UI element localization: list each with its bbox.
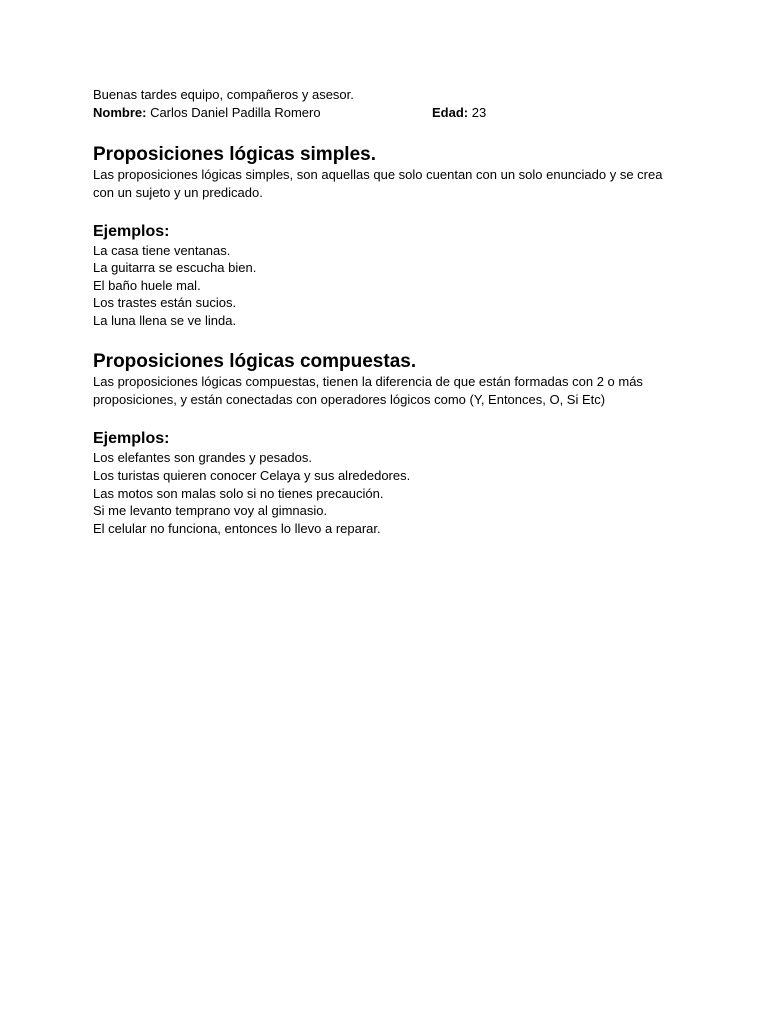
example-item: La guitarra se escucha bien. <box>93 260 257 276</box>
name-label: Nombre: <box>93 104 147 120</box>
example-item: Si me levanto temprano voy al gimnasio. <box>93 503 328 519</box>
section-compound-propositions <box>93 351 683 537</box>
examples-list <box>93 242 683 330</box>
example-item: Los trastes están sucios. <box>93 295 237 311</box>
examples-heading: Ejemplos: <box>93 430 170 448</box>
examples-list <box>93 449 683 537</box>
section-title: Proposiciones lógicas compuestas. <box>93 351 417 373</box>
example-item: Las motos son malas solo si no tienes precaución. <box>93 485 384 501</box>
example-item: Los turistas quieren conocer Celaya y sus alrededores. <box>93 468 411 484</box>
example-item: La casa tiene ventanas. <box>93 242 231 258</box>
section-simple-propositions <box>93 144 683 330</box>
age-value: 23 <box>468 104 487 120</box>
author-age <box>432 104 486 122</box>
greeting-text: Buenas tardes equipo, compañeros y asesor. <box>93 87 354 102</box>
section-body: Las proposiciones lógicas simples, son aquellas que solo cuentan con un solo enunciado y se crea con un sujeto y un predicado. <box>93 166 663 200</box>
author-info-row <box>93 104 683 122</box>
example-item: El celular no funciona, entonces lo llevo a reparar. <box>93 520 381 536</box>
author-name <box>93 104 321 122</box>
example-item: El baño huele mal. <box>93 277 201 293</box>
section-body: Las proposiciones lógicas compuestas, tienen la diferencia de que están formadas con 2 o más proposiciones, y están conectadas con operadores lógicos como (Y, Entonces, O, Si Etc) <box>93 374 643 408</box>
example-item: Los elefantes son grandes y pesados. <box>93 450 312 466</box>
section-title: Proposiciones lógicas simples. <box>93 143 376 165</box>
document-page <box>93 86 683 537</box>
examples-heading: Ejemplos: <box>93 222 170 240</box>
name-value: Carlos Daniel Padilla Romero <box>146 104 321 120</box>
example-item: La luna llena se ve linda. <box>93 312 237 328</box>
age-label: Edad: <box>432 104 469 120</box>
